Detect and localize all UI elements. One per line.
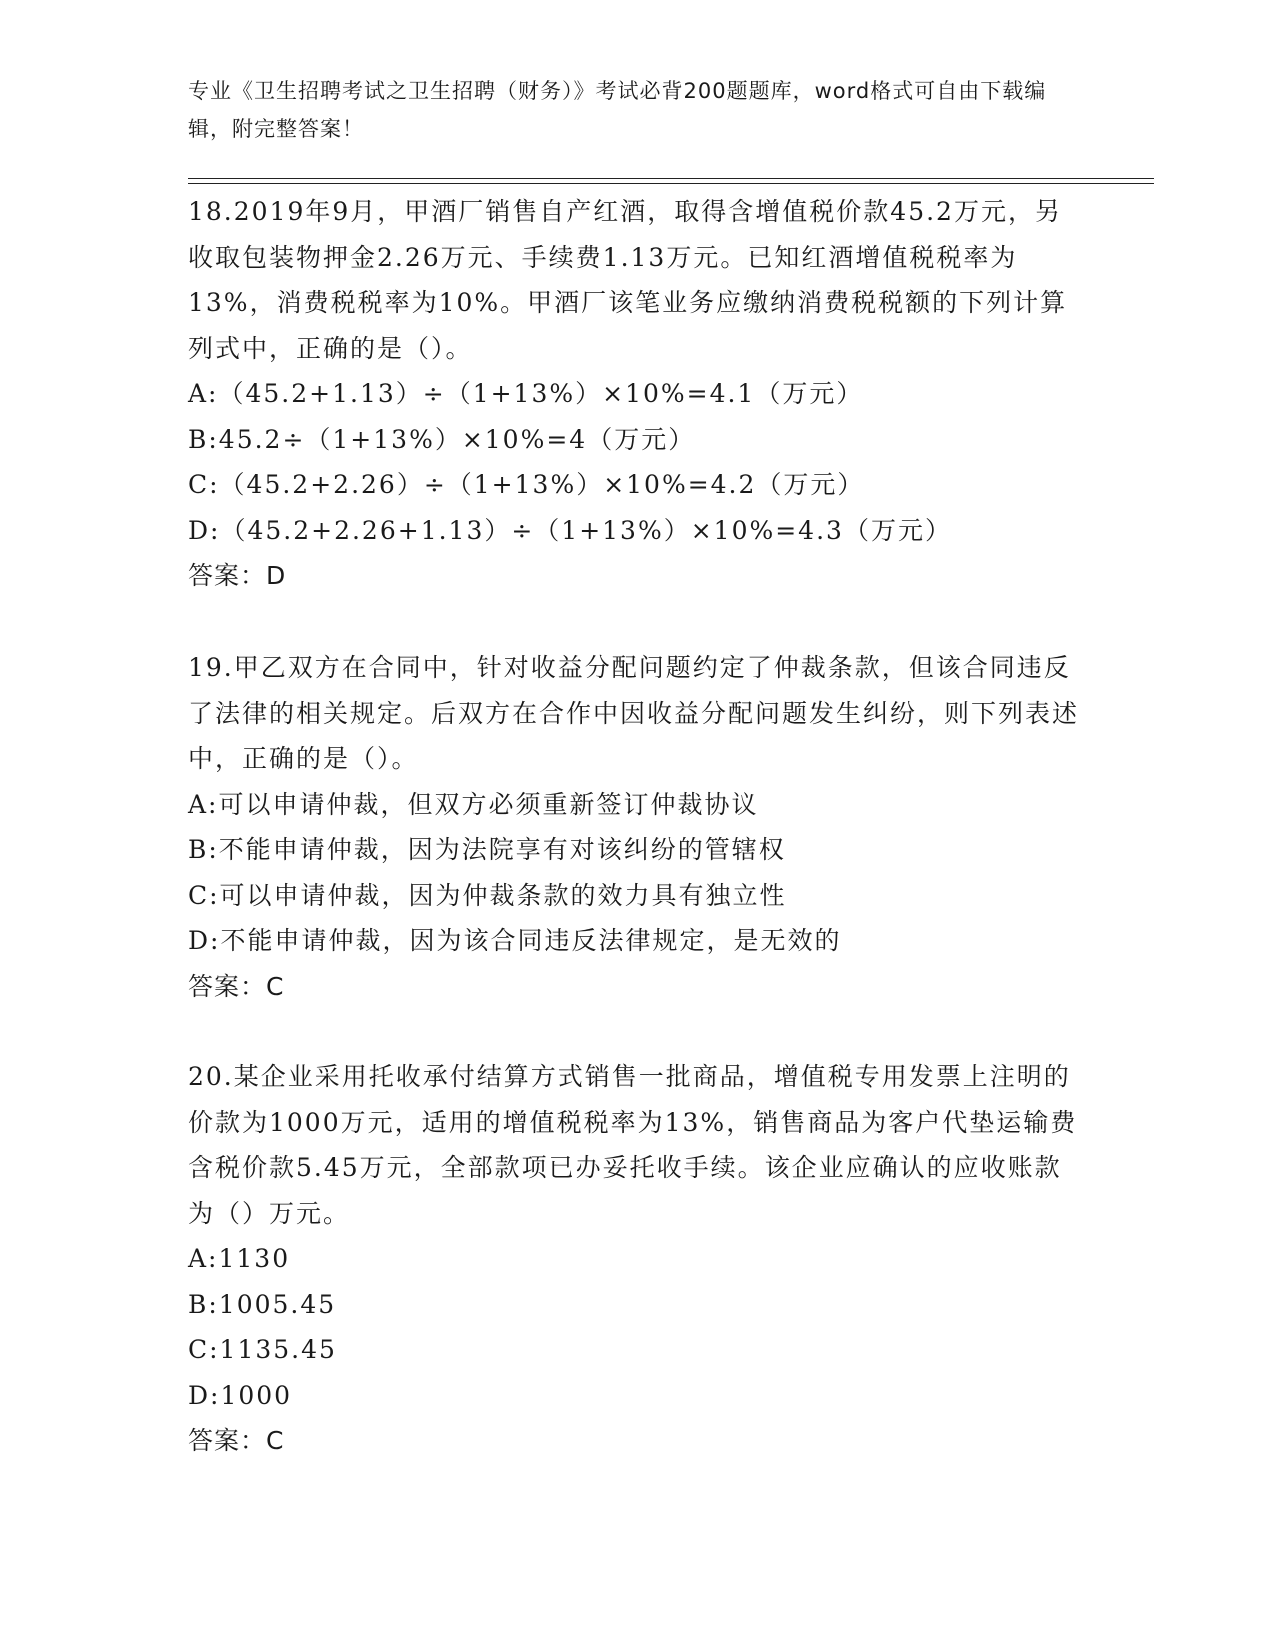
question-20: [188, 1054, 1088, 1464]
answer-line: 答案：C: [188, 971, 285, 1001]
answer-line: 答案：C: [188, 1426, 285, 1455]
question-stem: 19.甲乙双方在合同中，针对收益分配问题约定了仲裁条款，但该合同违反了法律的相关规定。后双方在合作中因收益分配问题发生纠纷，则下列表述中，正确的是（）。: [188, 653, 1080, 773]
option-b: B:不能申请仲裁，因为法院享有对该纠纷的管辖权: [188, 835, 786, 864]
question-stem: 18.2019年9月，甲酒厂销售自产红酒，取得含增值税价款45.2万元，另收取包装物押金2.26万元、手续费1.13万元。已知红酒增值税税率为13%，消费税税率为10%。甲酒厂该笔业务应缴纳消费税税额的下列计算列式中，正确的是（）。: [188, 197, 1068, 363]
option-d: D:1000: [188, 1380, 293, 1410]
header-divider-bottom: [188, 183, 1154, 184]
option-b: B:1005.45: [188, 1289, 337, 1319]
option-c: C:可以申请仲裁，因为仲裁条款的效力具有独立性: [188, 880, 787, 910]
option-a: A:1130: [188, 1244, 291, 1273]
question-18: [188, 189, 1088, 599]
option-a: A:（45.2+1.13）÷（1+13%）×10%=4.1（万元）: [188, 379, 864, 408]
option-a: A:可以申请仲裁，但双方必须重新签订仲裁协议: [188, 789, 759, 819]
question-stem: 20.某企业采用托收承付结算方式销售一批商品，增值税专用发票上注明的价款为1000万元，适用的增值税税率为13%，销售商品为客户代垫运输费含税价款5.45万元，全部款项已办妥托收手续。该企业应确认的应收账款为（）万元。: [188, 1062, 1078, 1228]
option-d: D:（45.2+2.26+1.13）÷（1+13%）×10%=4.3（万元）: [188, 515, 952, 545]
answer-line: 答案：D: [188, 561, 287, 590]
document-header: 专业《卫生招聘考试之卫生招聘（财务）》考试必背200题题库，word格式可自由下载编辑，附完整答案！: [188, 79, 1047, 141]
option-d: D:不能申请仲裁，因为该合同违反法律规定，是无效的: [188, 926, 842, 955]
option-c: C:1135.45: [188, 1335, 337, 1364]
question-19: [188, 645, 1088, 1010]
header-divider-top: [188, 178, 1154, 179]
option-b: B:45.2÷（1+13%）×10%=4（万元）: [188, 424, 696, 454]
option-c: C:（45.2+2.26）÷（1+13%）×10%=4.2（万元）: [188, 470, 865, 499]
